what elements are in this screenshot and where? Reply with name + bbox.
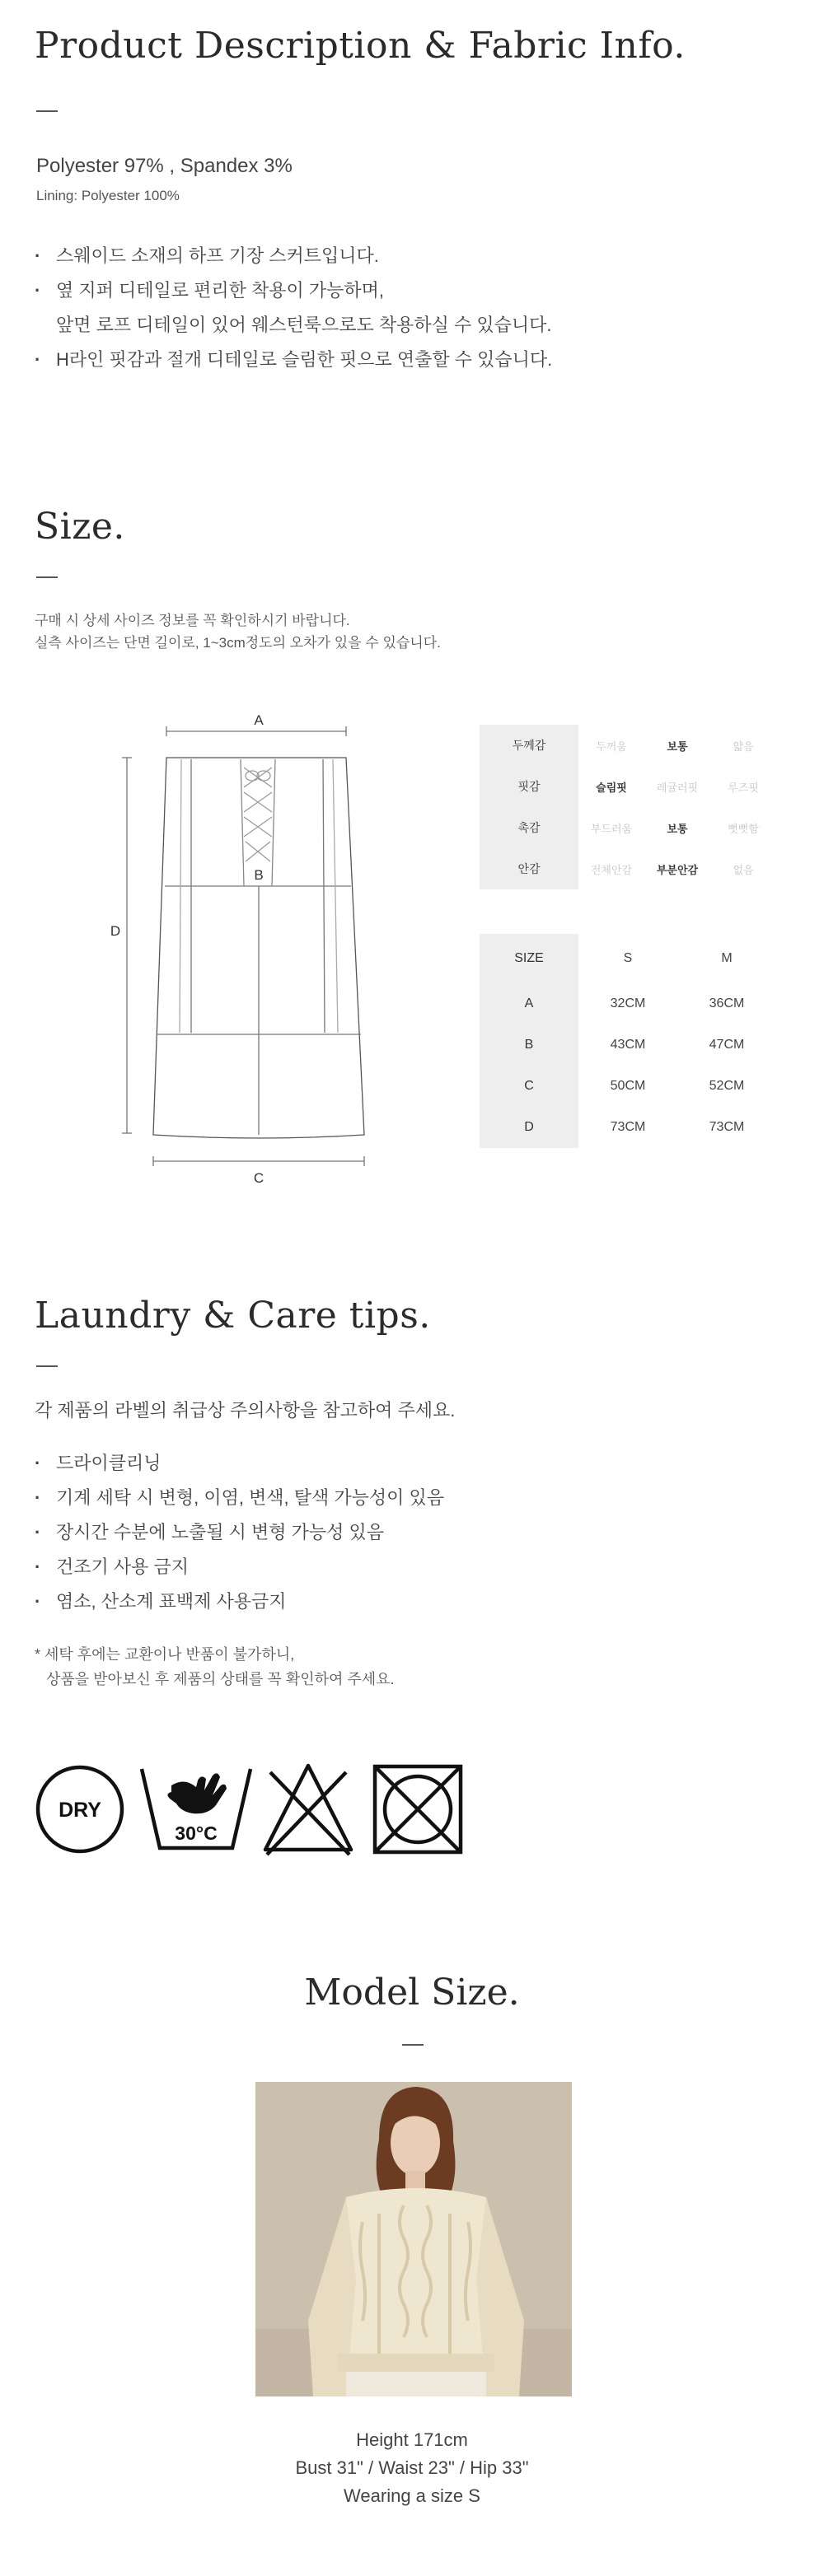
size-note: 실측 사이즈는 단면 길이로, 1~3cm정도의 오차가 있을 수 있습니다. [35, 635, 441, 651]
divider-dash [36, 110, 58, 112]
model-photo [255, 2082, 572, 2396]
fit-row-lining [480, 848, 776, 889]
size-row-label: C [480, 1066, 578, 1107]
size-header-cell: S [623, 951, 633, 965]
laundry-note: * 세탁 후에는 교환이나 반품이 불가하니, [35, 1646, 295, 1663]
fit-row-thickness [480, 725, 776, 766]
size-header-cell: M [721, 951, 733, 965]
model-title: Model Size. [304, 1972, 520, 2014]
fit-option: 부드러움 [590, 822, 633, 835]
fit-option-selected: 보통 [667, 740, 688, 753]
fabric-main: Polyester 97% , Spandex 3% [36, 155, 293, 177]
divider-dash [36, 1365, 58, 1367]
size-value: 73CM [610, 1120, 646, 1134]
divider-dash [402, 2044, 424, 2046]
size-value: 73CM [709, 1120, 745, 1134]
dry-label: DRY [59, 1799, 101, 1822]
fit-option: 뻣뻣함 [728, 822, 759, 835]
laundry-note: 상품을 받아보신 후 제품의 상태를 꼭 확인하여 주세요. [46, 1671, 395, 1687]
fit-table [480, 725, 776, 889]
size-row-label: D [480, 1107, 578, 1148]
size-value: 43CM [610, 1038, 646, 1052]
table-row [480, 1024, 776, 1066]
hand-wash-icon [138, 1762, 254, 1858]
diagram-label-a: A [254, 712, 264, 728]
size-value: 47CM [709, 1038, 745, 1052]
fit-option-selected: 보통 [667, 822, 688, 835]
fit-option: 루즈핏 [728, 781, 759, 794]
fit-label: 두께감 [480, 725, 578, 766]
table-row [480, 983, 776, 1024]
laundry-bullet: · 장시간 수분에 노출될 시 변형 가능성 있음 [35, 1515, 776, 1550]
table-row [480, 1107, 776, 1148]
description-title: Product Description & Fabric Info. [35, 25, 686, 67]
description-bullet: · 옆 지퍼 디테일로 편리한 착용이 가능하며, [35, 273, 776, 308]
size-table [480, 934, 776, 1148]
laundry-bullet: · 드라이클리닝 [35, 1446, 776, 1481]
fit-option: 레귤러핏 [656, 781, 699, 794]
model-height: Height 171cm [356, 2429, 468, 2450]
laundry-title: Laundry & Care tips. [35, 1295, 431, 1337]
laundry-bullet: · 염소, 산소계 표백제 사용금지 [35, 1584, 776, 1619]
description-bullet: · H라인 핏감과 절개 디테일로 슬림한 핏으로 연출할 수 있습니다. [35, 343, 776, 377]
diagram-label-c: C [253, 1170, 265, 1186]
size-row-label: B [480, 1024, 578, 1066]
size-notes [35, 609, 441, 654]
size-value: 36CM [709, 996, 745, 1010]
description-bullet-continued: 앞면 로프 디테일이 있어 웨스턴룩으로도 착용하실 수 있습니다. [56, 315, 552, 335]
fit-option: 없음 [733, 863, 754, 876]
skirt-diagram [99, 707, 379, 1192]
laundry-bullet: · 건조기 사용 금지 [35, 1550, 776, 1584]
size-header-cell: SIZE [480, 934, 578, 983]
laundry-bullet: · 기계 세탁 시 변형, 이염, 변색, 탈색 가능성이 있음 [35, 1481, 776, 1515]
size-row-label: A [480, 983, 578, 1024]
size-title: Size. [35, 506, 125, 548]
fit-option-selected: 슬림핏 [596, 781, 627, 794]
fit-label: 촉감 [480, 807, 578, 848]
laundry-intro: 각 제품의 라벨의 취급상 주의사항을 참고하여 주세요. [35, 1400, 456, 1421]
model-measurements: Bust 31" / Waist 23" / Hip 33" [295, 2457, 529, 2478]
table-row [480, 1066, 776, 1107]
fit-row-fit [480, 766, 776, 807]
model-wearing-size: Wearing a size S [344, 2485, 480, 2506]
fit-option-selected: 부분안감 [656, 863, 699, 876]
fit-option: 두꺼움 [596, 740, 627, 753]
size-value: 32CM [610, 996, 646, 1010]
fit-label: 안감 [480, 848, 578, 889]
no-bleach-icon [260, 1759, 356, 1858]
no-tumble-dry-icon [372, 1764, 463, 1855]
fabric-lining: Lining: Polyester 100% [36, 188, 180, 203]
size-table-header [480, 934, 776, 983]
description-bullet: · 스웨이드 소재의 하프 기장 스커트입니다. [35, 239, 776, 273]
size-value: 50CM [610, 1079, 646, 1093]
wash-temp-label: 30°C [175, 1822, 218, 1844]
fit-option: 전체안감 [590, 863, 633, 876]
fit-option: 얇음 [733, 740, 754, 753]
size-note: 구매 시 상세 사이즈 정보를 꼭 확인하시기 바랍니다. [35, 613, 350, 628]
size-value: 52CM [709, 1079, 745, 1093]
description-bullet-list [35, 239, 776, 377]
diagram-label-b: B [254, 867, 264, 883]
fit-label: 핏감 [480, 766, 578, 807]
divider-dash [36, 576, 58, 578]
laundry-bullet-list [35, 1446, 776, 1619]
diagram-label-d: D [110, 923, 121, 939]
dry-clean-icon [35, 1764, 125, 1855]
laundry-notes [35, 1642, 395, 1692]
fit-row-touch [480, 807, 776, 848]
